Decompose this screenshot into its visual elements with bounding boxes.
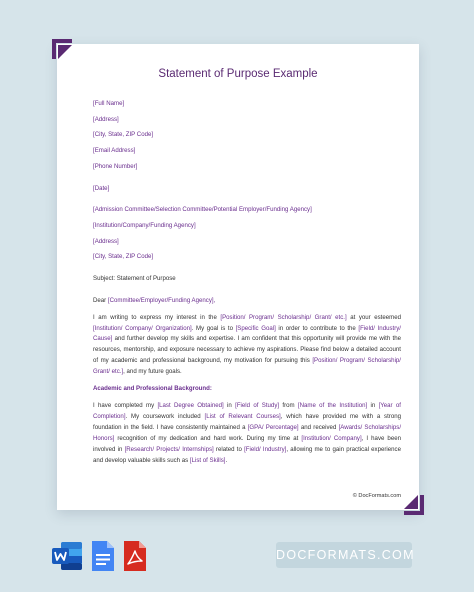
sender-phone: [Phone Number]: [93, 162, 138, 170]
docformats-banner: DOCFORMATS.COM: [276, 542, 412, 568]
sender-email: [Email Address]: [93, 147, 136, 155]
recipient-committee: [Admission Committee/Selection Committee/Potential Employer/Funding Agency]: [93, 206, 312, 214]
document-title: Statement of Purpose Example: [158, 68, 318, 80]
paragraph-interest: I am writing to express my interest in the [Position/ Program/ Scholarship/ Grant/ etc.] at your esteemed [Institution/ Company/ Organization]. My goal is to [Specific Goal] in order to contribute to the [Field/ Industry/ Cause] and further develop my skills and expertise. I am confident that this opportunity will provide me with the resources, mentorship, and exposure necessary to achieve my aspirations. Please find below a detailed account of my academic and professional background, my motivation for pursuing this [Position/ Program/ Scholarship/ Grant/ etc.], and my future goals.: [93, 313, 402, 376]
letter-subject: Subject: Statement of Purpose: [93, 275, 176, 283]
recipient-institution: [Institution/Company/Funding Agency]: [93, 221, 196, 229]
corner-decoration-bottom-right: [404, 495, 424, 515]
google-docs-icon[interactable]: [90, 539, 116, 573]
sender-full-name: [Full Name]: [93, 100, 125, 107]
corner-decoration-top-left: [52, 39, 72, 59]
recipient-city-state-zip: [City, State, ZIP Code]: [93, 253, 154, 261]
copyright-credit: © DocFormats.com: [352, 493, 401, 499]
recipient-address: [Address]: [93, 237, 119, 245]
letter-date: [Date]: [93, 184, 110, 192]
letter-salutation: Dear [Committee/Employer/Funding Agency],: [93, 296, 216, 304]
letter-body: [93, 99, 401, 472]
sender-address: [Address]: [93, 115, 119, 123]
sender-city-state-zip: [City, State, ZIP Code]: [93, 131, 154, 139]
pdf-icon[interactable]: [122, 539, 148, 573]
paragraph-background: I have completed my [Last Degree Obtained] in [Field of Study] from [Name of the Institution] in [Year of Completion]. My coursework included [List of Relevant Courses], which have provided me with a strong foundation in the field. I have consistently maintained a [GPA/ Percentage] and received [Awards/ Scholarships/ Honors] recognition of my dedication and hard work. During my time at [Institution/ Company], I have been involved in [Research/ Projects/ Internships] related to [Field/ Industry], allowing me to gain practical experience and develop valuable skills such as [List of Skills].: [93, 401, 402, 464]
document-page: [57, 44, 419, 510]
word-icon[interactable]: [50, 539, 84, 573]
section-heading-background: Academic and Professional Background:: [93, 385, 212, 393]
